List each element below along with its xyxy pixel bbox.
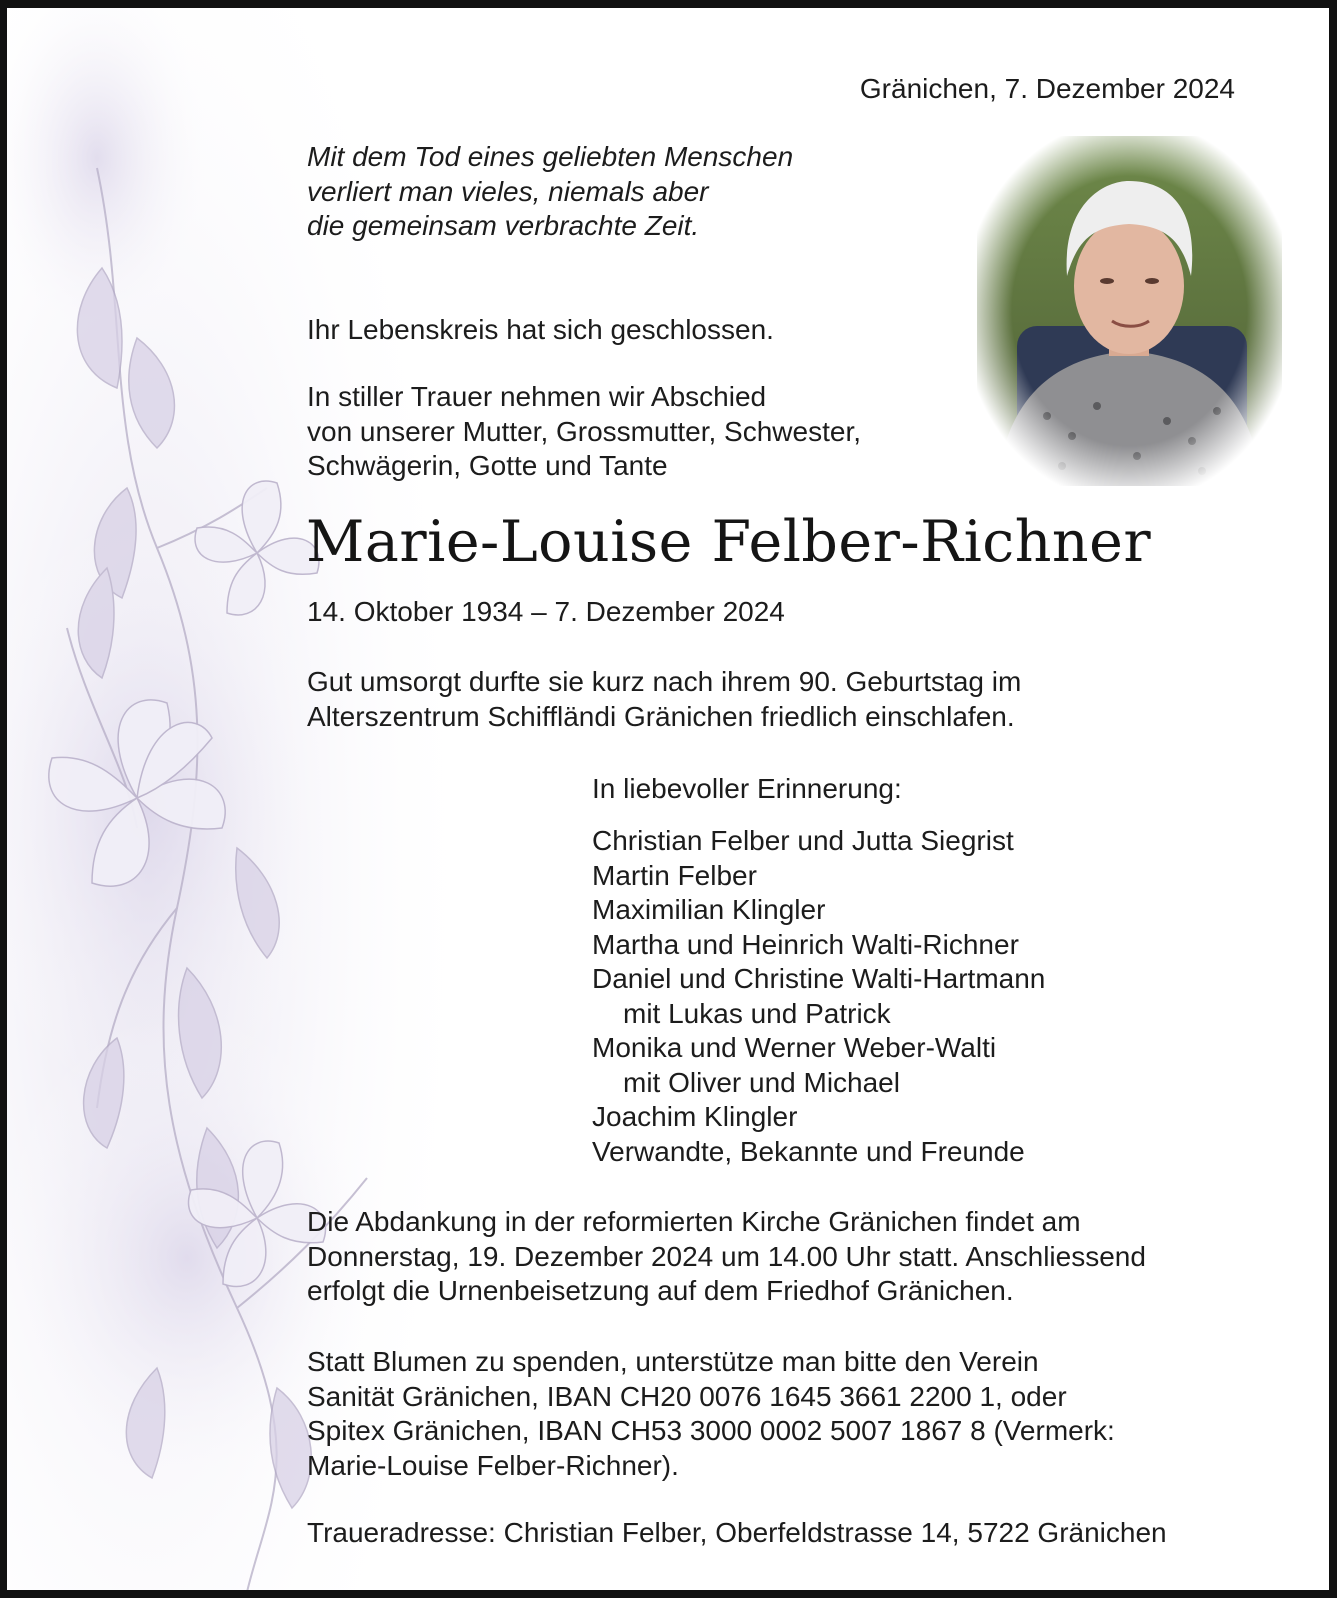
motto-line: Mit dem Tod eines geliebten Menschen bbox=[307, 141, 794, 172]
notice-line: Donnerstag, 19. Dezember 2024 um 14.00 Uhr statt. Anschliessend bbox=[307, 1240, 1146, 1272]
motto-line: verliert man vieles, niemals aber bbox=[307, 175, 709, 207]
mourner-item: mit Oliver und Michael bbox=[623, 1066, 900, 1098]
service-notice bbox=[307, 1205, 1146, 1309]
deceased-name: Marie-Louise Felber-Richner bbox=[306, 509, 1152, 575]
life-dates: 14. Oktober 1934 – 7. Dezember 2024 bbox=[307, 596, 785, 627]
mourner-item: Christian Felber und Jutta Siegrist bbox=[592, 825, 1014, 856]
memory-label: In liebevoller Erinnerung: bbox=[592, 773, 902, 804]
mourner-item: mit Lukas und Patrick bbox=[623, 997, 891, 1029]
intro-line: von unserer Mutter, Grossmutter, Schwester, bbox=[307, 415, 861, 447]
motto-line: die gemeinsam verbrachte Zeit. bbox=[307, 210, 700, 241]
passing-line: Alterszentrum Schiffländi Gränichen friedlich einschlafen. bbox=[307, 700, 1015, 732]
motto-verse bbox=[307, 140, 793, 244]
intro-line: Schwägerin, Gotte und Tante bbox=[307, 450, 668, 481]
donation-notice bbox=[307, 1345, 1115, 1483]
mourner-item: Maximilian Klingler bbox=[592, 894, 826, 925]
donation-line: Statt Blumen zu spenden, unterstütze man bitte den Verein bbox=[307, 1346, 1039, 1377]
mourners-list bbox=[592, 824, 1045, 1169]
mourner-item: Daniel und Christine Walti-Hartmann bbox=[592, 963, 1046, 994]
donation-line: Marie-Louise Felber-Richner). bbox=[307, 1449, 679, 1481]
mourner-item: Joachim Klingler bbox=[592, 1101, 798, 1132]
intro-line: In stiller Trauer nehmen wir Abschied bbox=[307, 381, 767, 412]
passing-line: Gut umsorgt durfte sie kurz nach ihrem 90. Geburtstag im bbox=[307, 666, 1022, 697]
mourning-address: Traueradresse: Christian Felber, Oberfeldstrasse 14, 5722 Gränichen bbox=[307, 1517, 1167, 1548]
circle-closed-text: Ihr Lebenskreis hat sich geschlossen. bbox=[307, 314, 774, 345]
donation-line: Spitex Gränichen, IBAN CH53 3000 0002 5007 1867 8 (Vermerk: bbox=[307, 1415, 1115, 1446]
mourner-item: Verwandte, Bekannte und Freunde bbox=[592, 1135, 1025, 1167]
notice-line: erfolgt die Urnenbeisetzung auf dem Friedhof Gränichen. bbox=[307, 1275, 1014, 1306]
passing-text bbox=[307, 665, 1021, 734]
farewell-intro bbox=[307, 380, 861, 484]
donation-line: Sanität Gränichen, IBAN CH20 0076 1645 3661 2200 1, oder bbox=[307, 1380, 1067, 1412]
mourner-item: Martha und Heinrich Walti-Richner bbox=[592, 928, 1019, 960]
notice-line: Die Abdankung in der reformierten Kirche Gränichen findet am bbox=[307, 1206, 1081, 1237]
date-place: Gränichen, 7. Dezember 2024 bbox=[859, 73, 1235, 104]
mourner-item: Martin Felber bbox=[592, 859, 757, 891]
portrait-photo bbox=[977, 136, 1282, 486]
mourner-item: Monika und Werner Weber-Walti bbox=[592, 1032, 997, 1063]
